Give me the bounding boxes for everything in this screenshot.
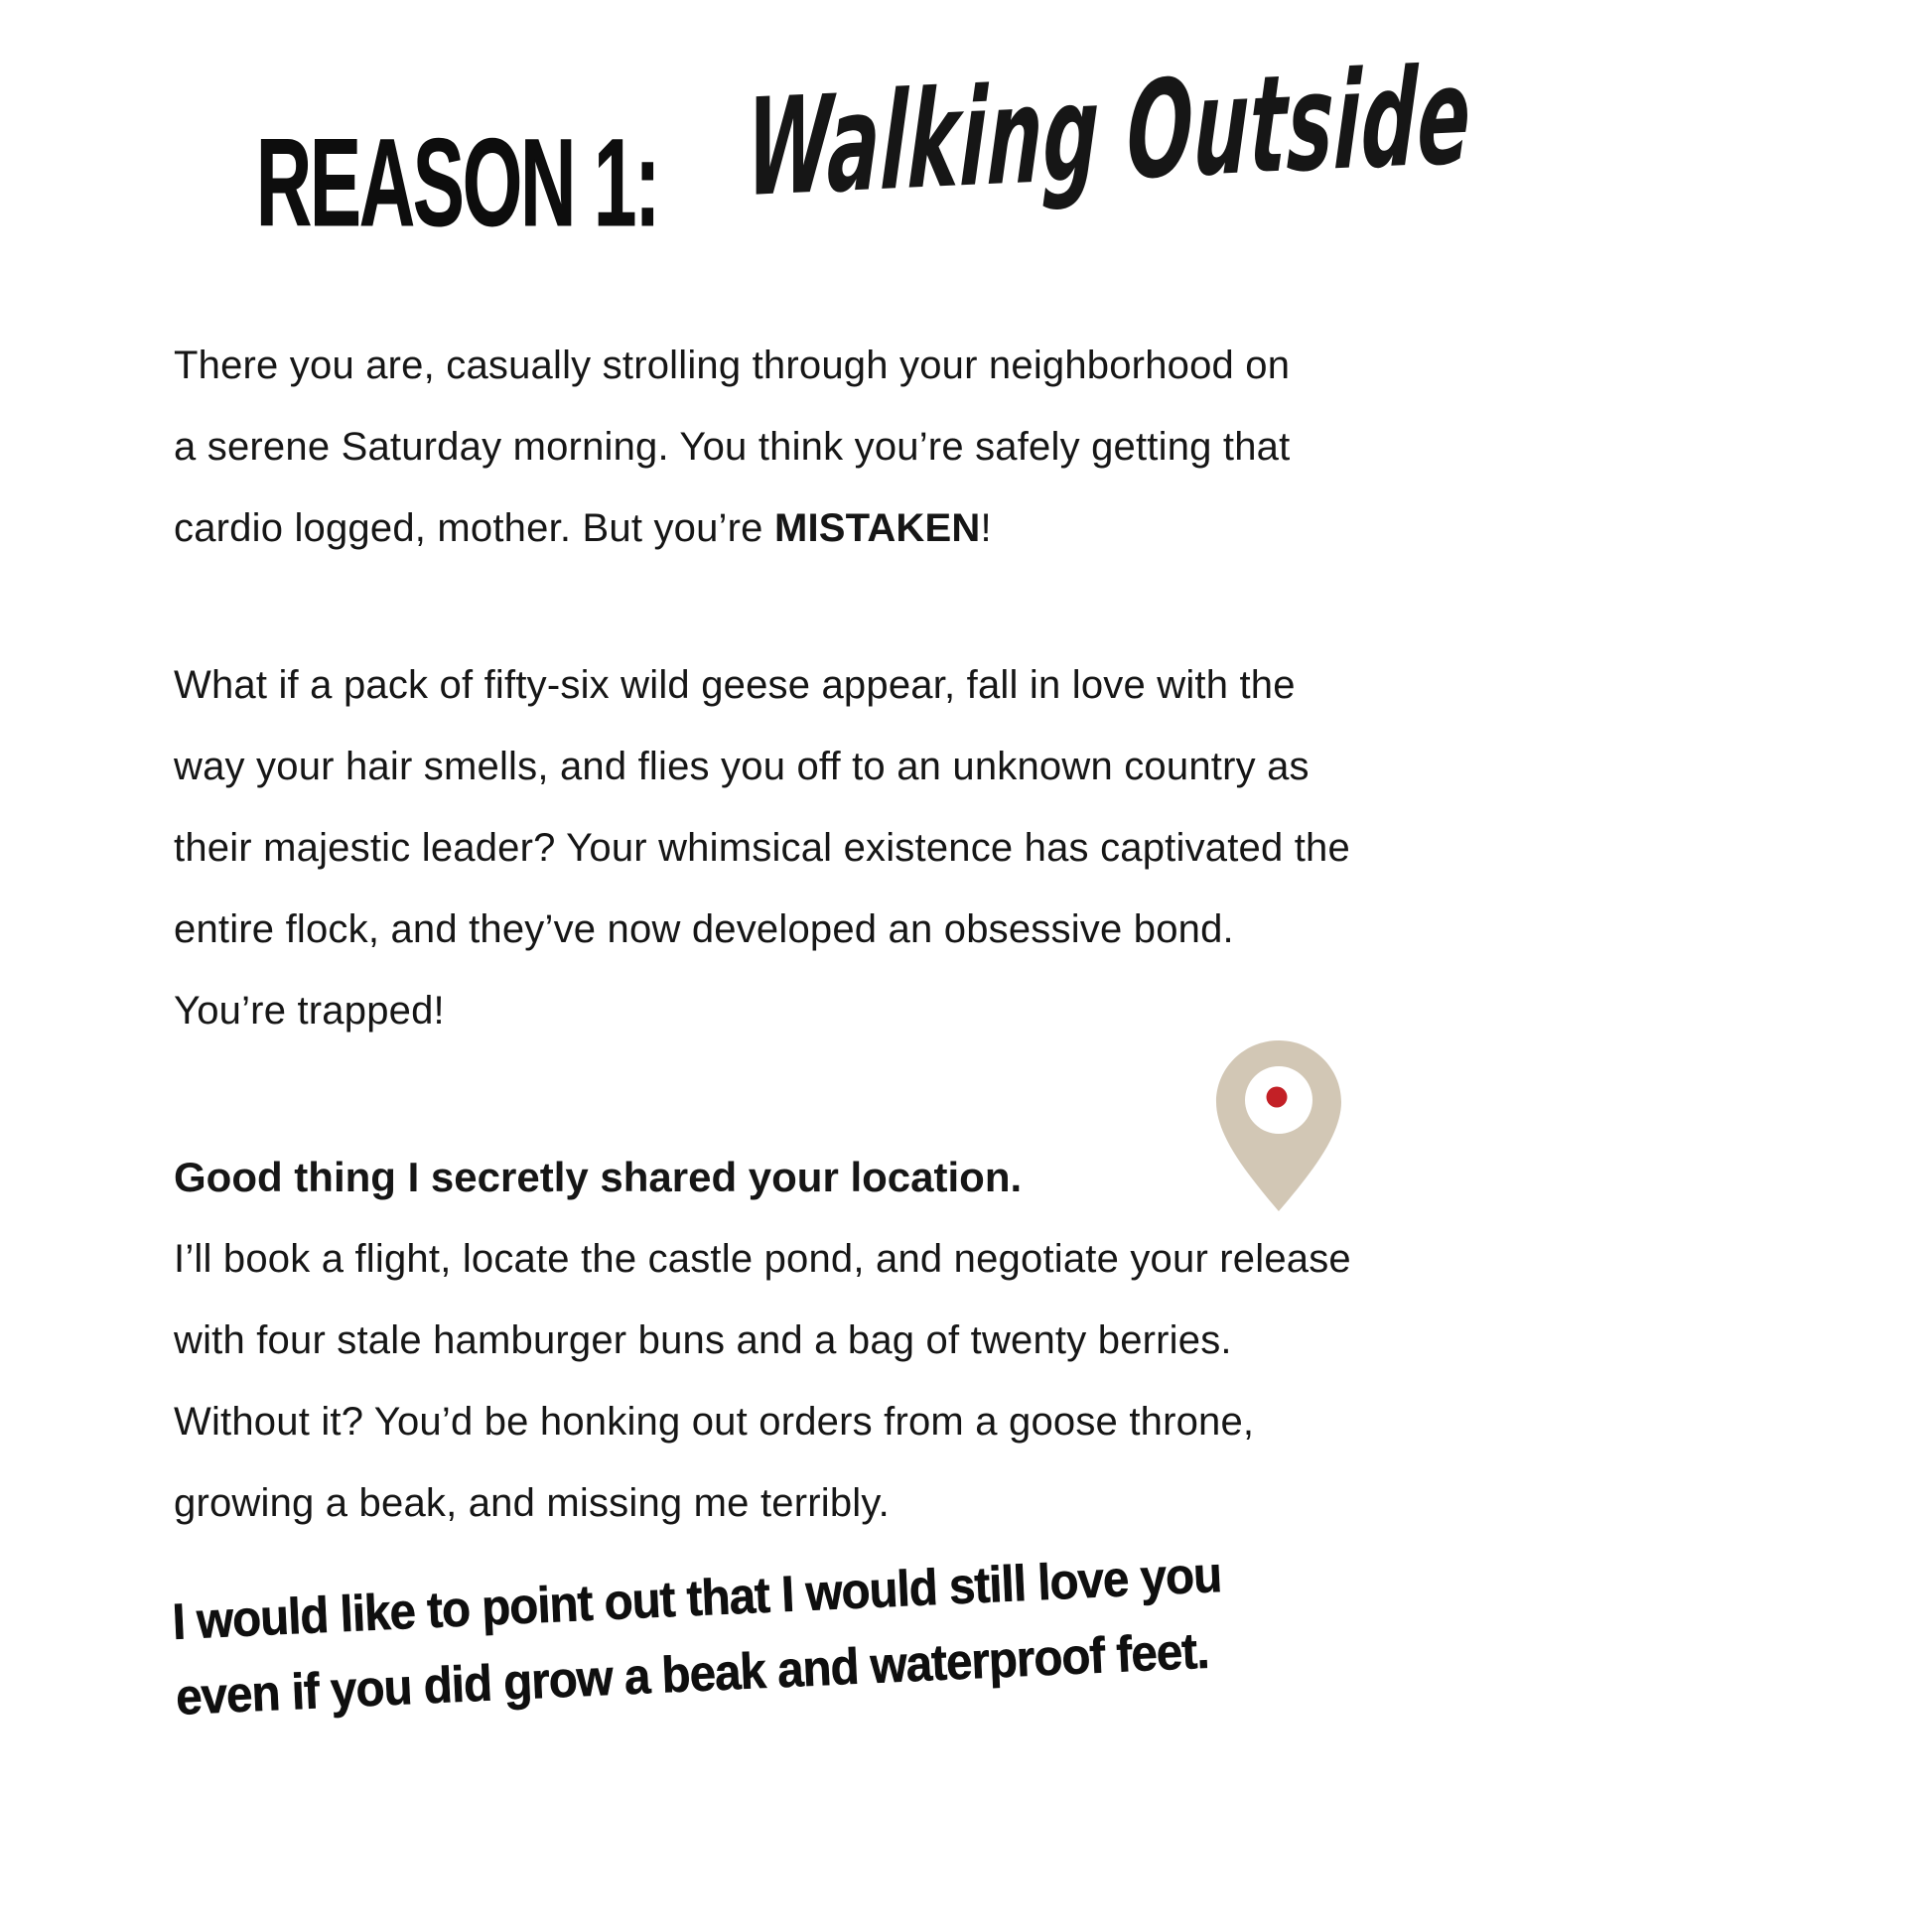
text-line-bold-callout: Good thing I secretly shared your location. <box>174 1154 1023 1200</box>
text-line: with four stale hamburger buns and a bag of twenty berries. <box>174 1318 1232 1362</box>
text-line: What if a pack of fifty-six wild geese appear, fall in love with the <box>174 663 1296 707</box>
text-run-mistaken-bold: MISTAKEN <box>773 506 981 550</box>
paragraph-location <box>174 1137 1351 1544</box>
text-line: Without it? You’d be honking out orders from a goose throne, <box>174 1400 1255 1444</box>
text-line: You’re trapped! <box>174 989 445 1033</box>
text-line: I would like to point out that I would still love you <box>171 1546 1223 1650</box>
text-line: a serene Saturday morning. You think you’re safely getting that <box>174 425 1291 469</box>
text-line: There you are, casually strolling through your neighborhood on <box>174 344 1291 387</box>
location-pin-icon <box>1213 1038 1344 1215</box>
paragraph-geese <box>174 644 1350 1051</box>
text-run: ! <box>980 506 992 550</box>
closing-statement <box>171 1537 1226 1735</box>
text-run: cardio logged, mother. But you’re <box>174 506 774 550</box>
text-line: growing a beak, and missing me terribly. <box>174 1481 890 1525</box>
reason-heading-label: REASON 1: <box>256 114 659 252</box>
text-line: even if you did grow a beak and waterproof feet. <box>174 1621 1210 1725</box>
text-line: their majestic leader? Your whimsical existence has captivated the <box>174 826 1350 870</box>
reason-heading-handwriting: Walking Outside <box>745 37 1473 227</box>
pin-dot <box>1267 1087 1288 1108</box>
text-line: I’ll book a flight, locate the castle pond, and negotiate your release <box>174 1237 1351 1281</box>
text-line: way your hair smells, and flies you off to an unknown country as <box>174 745 1310 788</box>
text-line: entire flock, and they’ve now developed an obsessive bond. <box>174 907 1234 951</box>
paragraph-strolling <box>174 325 1290 569</box>
text-line <box>174 487 1290 569</box>
